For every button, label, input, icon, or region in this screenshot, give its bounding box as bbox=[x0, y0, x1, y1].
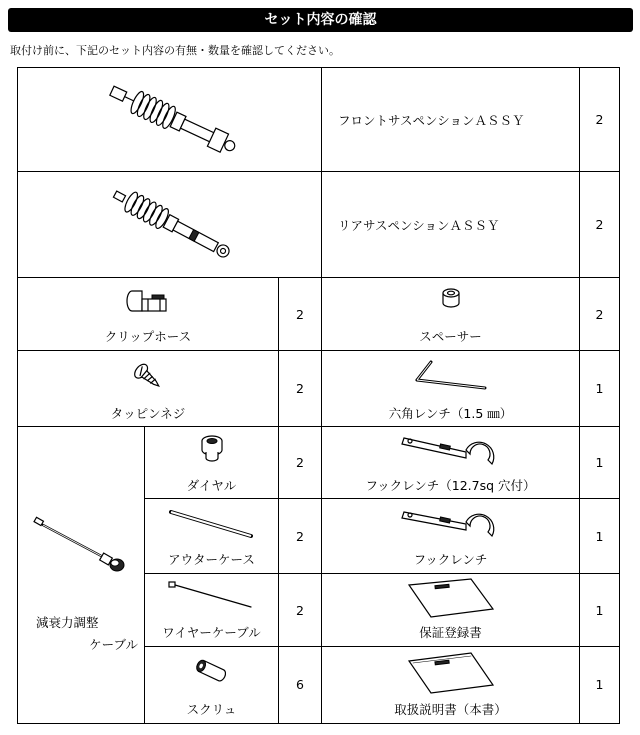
hook-wrench-hole-cell bbox=[322, 427, 580, 499]
hook-wrench-qty: 1 bbox=[580, 499, 620, 574]
wire-cable-icon bbox=[167, 579, 257, 613]
wire-cable-qty: 2 bbox=[279, 574, 322, 646]
hex-wrench-cell bbox=[322, 351, 580, 427]
table-row bbox=[18, 351, 620, 427]
screw-cell bbox=[145, 646, 279, 723]
clip-hose-qty: 2 bbox=[279, 278, 322, 351]
outer-case-qty: 2 bbox=[279, 499, 322, 574]
hose-clip-icon bbox=[126, 287, 170, 315]
outer-case-tube-icon bbox=[167, 506, 257, 542]
dial-qty: 2 bbox=[279, 427, 322, 499]
hook-wrench-icon bbox=[396, 504, 506, 544]
rear-suspension-image-cell bbox=[18, 172, 322, 278]
hook-wrench-name: フックレンチ bbox=[413, 551, 488, 567]
outer-case-name: アウターケース bbox=[168, 551, 255, 567]
hex-wrench-qty: 1 bbox=[580, 351, 620, 427]
dial-cell bbox=[145, 427, 279, 499]
clip-hose-cell bbox=[18, 278, 279, 351]
warranty-name: 保証登録書 bbox=[419, 625, 482, 641]
screw-qty: 6 bbox=[279, 646, 322, 723]
rear-suspension-name: リアサスペンションＡＳＳＹ bbox=[322, 172, 580, 278]
dial-knob-icon bbox=[199, 434, 225, 464]
warranty-card-icon bbox=[401, 577, 501, 619]
spacer-qty: 2 bbox=[580, 278, 620, 351]
manual-cell bbox=[322, 646, 580, 723]
damper-cable-name-line2: ケーブル bbox=[89, 637, 138, 652]
manual-qty: 1 bbox=[580, 646, 620, 723]
wire-cable-name: ワイヤーケーブル bbox=[162, 625, 261, 641]
intro-text: 取付け前に、下記のセット内容の有無・数量を確認してください。 bbox=[10, 44, 340, 57]
damper-cable-cell bbox=[18, 427, 145, 724]
tapping-screw-qty: 2 bbox=[279, 351, 322, 427]
hook-wrench-hole-name: フックレンチ（12.7sq 穴付） bbox=[365, 477, 536, 493]
table-row bbox=[18, 172, 620, 278]
warranty-qty: 1 bbox=[580, 574, 620, 646]
warranty-cell bbox=[322, 574, 580, 646]
rear-suspension-qty: 2 bbox=[580, 172, 620, 278]
damper-adjust-cable-icon bbox=[33, 515, 129, 579]
table-row bbox=[18, 278, 620, 351]
screw-name: スクリュ bbox=[186, 702, 237, 718]
front-suspension-name: フロントサスペンションＡＳＳＹ bbox=[322, 68, 580, 172]
hook-wrench-with-hole-icon bbox=[396, 430, 506, 472]
wire-cable-cell bbox=[145, 574, 279, 646]
spacer-icon bbox=[440, 287, 462, 309]
tapping-screw-icon bbox=[131, 362, 165, 392]
parts-table bbox=[17, 67, 620, 724]
section-title: セット内容の確認 bbox=[8, 8, 633, 32]
hex-wrench-icon bbox=[411, 358, 491, 394]
tapping-screw-name: タッピンネジ bbox=[110, 405, 186, 421]
table-row bbox=[18, 68, 620, 172]
table-row bbox=[18, 427, 620, 499]
dial-name: ダイヤル bbox=[186, 477, 237, 493]
rear-suspension-assembly-icon bbox=[95, 180, 245, 270]
damper-cable-name-line1: 減衰力調整 bbox=[36, 615, 99, 630]
front-suspension-assembly-icon bbox=[95, 75, 245, 165]
manual-name: 取扱説明書（本書） bbox=[394, 702, 507, 718]
instruction-manual-icon bbox=[401, 651, 501, 695]
outer-case-cell bbox=[145, 499, 279, 574]
hook-wrench-cell bbox=[322, 499, 580, 574]
clip-hose-name: クリップホース bbox=[104, 328, 192, 344]
front-suspension-qty: 2 bbox=[580, 68, 620, 172]
spacer-cell bbox=[322, 278, 580, 351]
screw-sleeve-icon bbox=[194, 657, 230, 685]
spacer-name: スペーサー bbox=[419, 328, 482, 344]
hex-wrench-name: 六角レンチ（1.5 ㎜） bbox=[388, 405, 513, 421]
tapping-screw-cell bbox=[18, 351, 279, 427]
hook-wrench-hole-qty: 1 bbox=[580, 427, 620, 499]
front-suspension-image-cell bbox=[18, 68, 322, 172]
